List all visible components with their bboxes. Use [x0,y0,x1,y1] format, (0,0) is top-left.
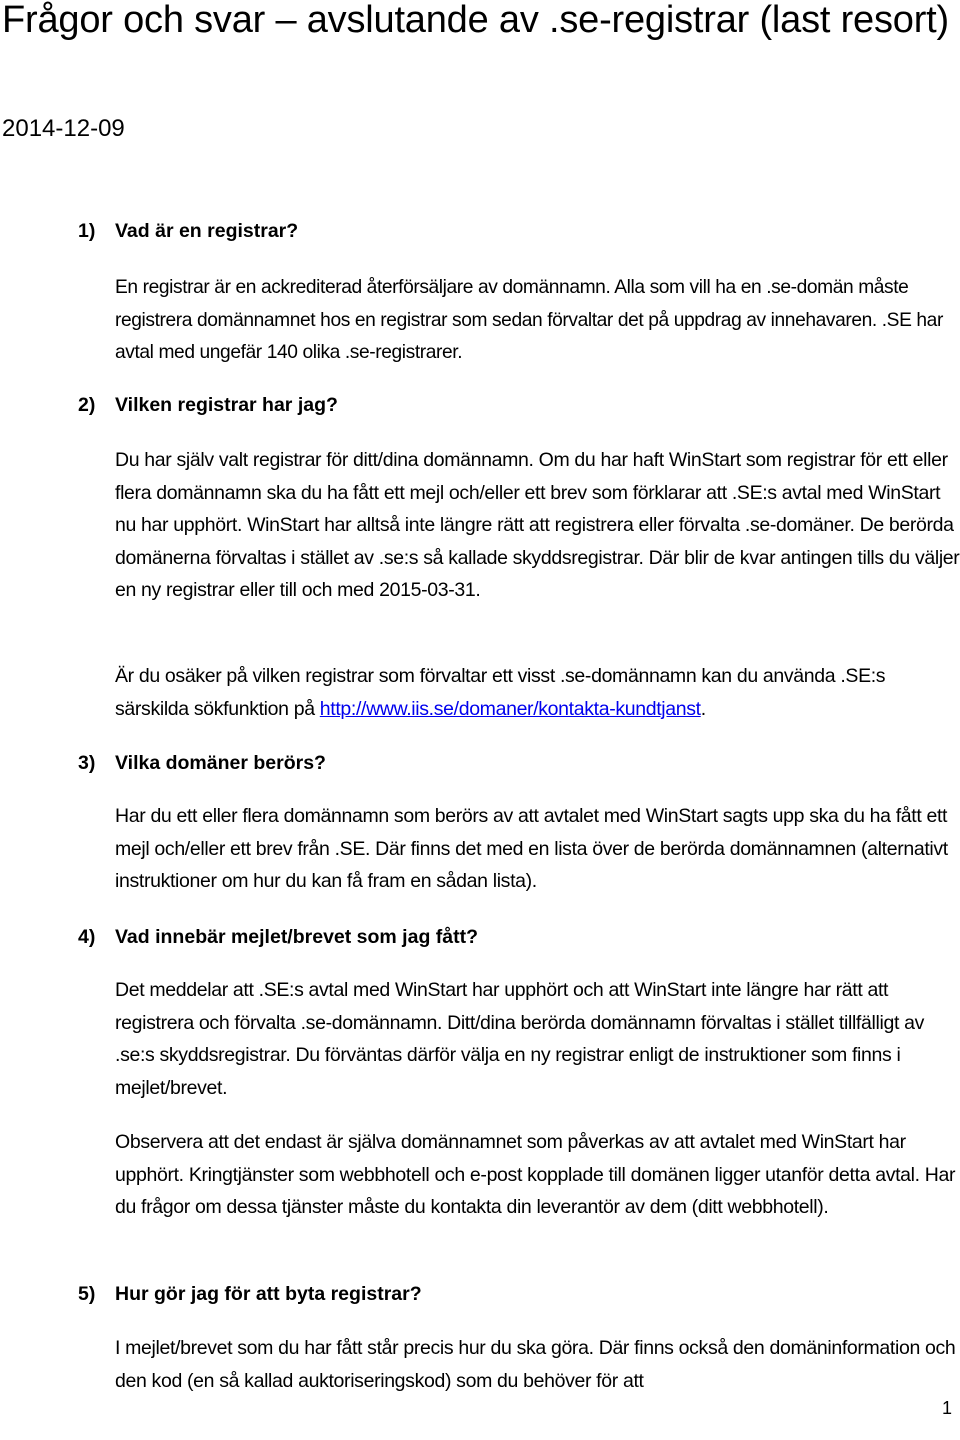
faq-question-4 [78,923,478,951]
question-number: 3) [78,752,96,774]
kontakta-kundtjanst-link[interactable]: http://www.iis.se/domaner/kontakta-kundtjanst [319,697,701,720]
faq-question-1 [78,217,298,245]
page-number: 1 [941,1398,952,1418]
faq-question-5 [78,1280,422,1308]
faq-answer-2: Du har själv valt registrar för ditt/dina domännamn. Om du har haft WinStart som registrar för ett eller flera domännamn ska du ha fått ett mejl och/eller ett brev som förklarar att .SE:s avtal med WinStart nu har upphört. WinStart har alltså inte längre rätt att registrera eller förvalta .se-domäner. De berörda domänerna förvaltas i stället av .se:s så kallade skyddsregistrar. Där blir de kvar antingen tills du väljer en ny registrar eller till och med 2015-03-31. [115,449,960,602]
page-title: Frågor och svar – avslutande av .se-registrar (last resort) [2,0,949,41]
document-date: 2014-12-09 [2,115,125,142]
faq-question-2 [78,391,338,419]
question-text: Vilken registrar har jag? [115,394,338,416]
question-number: 1) [78,220,96,242]
lookup-text-end: . [700,697,706,720]
question-text: Hur gör jag för att byta registrar? [115,1283,422,1305]
question-text: Vad innebär mejlet/brevet som jag fått? [115,926,479,948]
question-text: Vilka domäner berörs? [115,752,326,774]
question-number: 5) [78,1283,96,1305]
question-text: Vad är en registrar? [115,220,299,242]
question-number: 4) [78,926,96,948]
faq-answer-3: Har du ett eller flera domännamn som berörs av att avtalet med WinStart sagts upp ska du ha fått ett mejl och/eller ett brev från .SE. Där finns det med en lista över de berörda domännamnen (alternativt instruktioner om hur du kan få fram en sådan lista). [115,805,948,893]
faq-answer-4-paragraph-2: Observera att det endast är själva domännamnet som påverkas av att avtalet med WinStart har upphört. Kringtjänster som webbhotell och e-post kopplade till domänen ligger utanför detta avtal. Har du frågor om dessa tjänster måste du kontakta din leverantör av dem (ditt webbhotell). [115,1131,956,1219]
faq-answer-2-lookup [115,660,960,725]
faq-answer-4-paragraph-1: Det meddelar att .SE:s avtal med WinStart har upphört och att WinStart inte längre har rätt att registrera och förvalta .se-domännamn. Ditt/dina berörda domännamn förvaltas i stället tillfälligt av .se:s skyddsregistrar. Du förväntas därför välja en ny registrar enligt de instruktioner som finns i mejlet/brevet. [115,979,924,1099]
lookup-text: Är du osäker på vilken registrar som förvaltar ett visst .se-domännamn kan du använda .SE:s särskilda sökfunktion på [115,665,886,720]
question-number: 2) [78,394,96,416]
faq-question-3 [78,749,326,777]
faq-answer-1: En registrar är en ackrediterad återförsäljare av domännamn. Alla som vill ha en .se-domän måste registrera domännamnet hos en registrar som sedan förvaltar det på uppdrag av innehavaren. .SE har avtal med ungefär 140 olika .se-registrarer. [115,277,943,364]
faq-answer-5: I mejlet/brevet som du har fått står precis hur du ska göra. Där finns också den domäninformation och den kod (en så kallad auktoriseringskod) som du behöver för att [115,1337,956,1392]
